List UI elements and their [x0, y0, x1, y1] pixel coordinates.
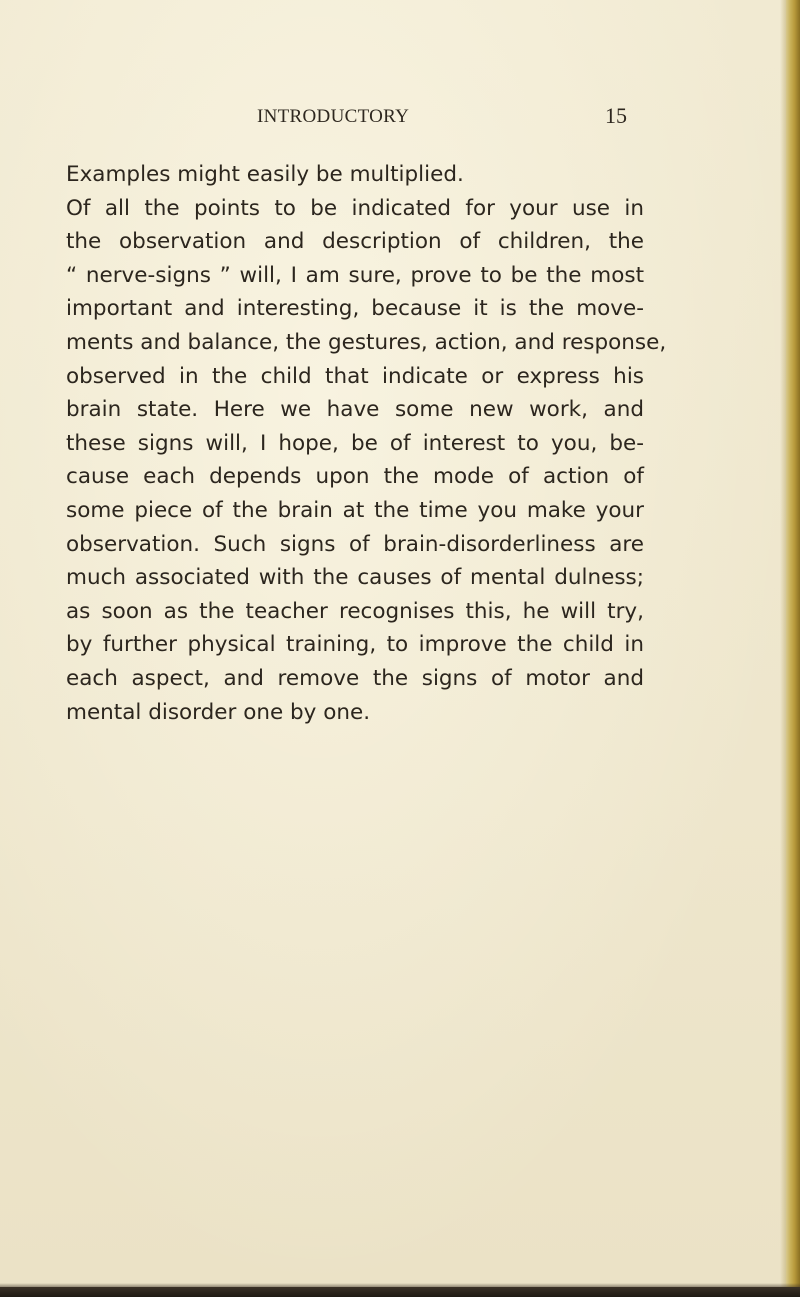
text-line: much associated with the causes of mental dulness;: [66, 565, 644, 591]
text-line: observed in the child that indicate or express his: [66, 363, 644, 389]
text-line: these signs will, I hope, be of interest to you, be-: [66, 430, 644, 456]
body-text: [66, 158, 667, 729]
text-line: each aspect, and remove the signs of motor and: [66, 665, 644, 691]
text-line: mental disorder one by one.: [66, 699, 371, 725]
page-number: 15: [605, 103, 627, 128]
text-line: as soon as the teacher recognises this, he will try,: [66, 598, 644, 624]
text-line: the observation and description of children, the: [66, 229, 644, 255]
text-line: by further physical training, to improve the child in: [66, 632, 644, 658]
page-edge-right: [786, 0, 800, 1297]
text-line: observation. Such signs of brain-disorderliness are: [66, 531, 644, 557]
text-line: cause each depends upon the mode of action of: [66, 464, 644, 490]
text-line: brain state. Here we have some new work, and: [66, 397, 644, 423]
text-line: ments and balance, the gestures, action, and response,: [66, 329, 667, 355]
text-line: some piece of the brain at the time you make your: [66, 497, 644, 523]
page-edge-bottom: [0, 1287, 800, 1297]
running-head: INTRODUCTORY: [257, 106, 410, 127]
text-line: important and interesting, because it is the move-: [66, 296, 644, 322]
text-line: “ nerve-signs ” will, I am sure, prove to be the most: [66, 262, 644, 288]
text-line: Of all the points to be indicated for your use in: [66, 195, 644, 221]
text-line: Examples might easily be multiplied.: [66, 162, 464, 187]
